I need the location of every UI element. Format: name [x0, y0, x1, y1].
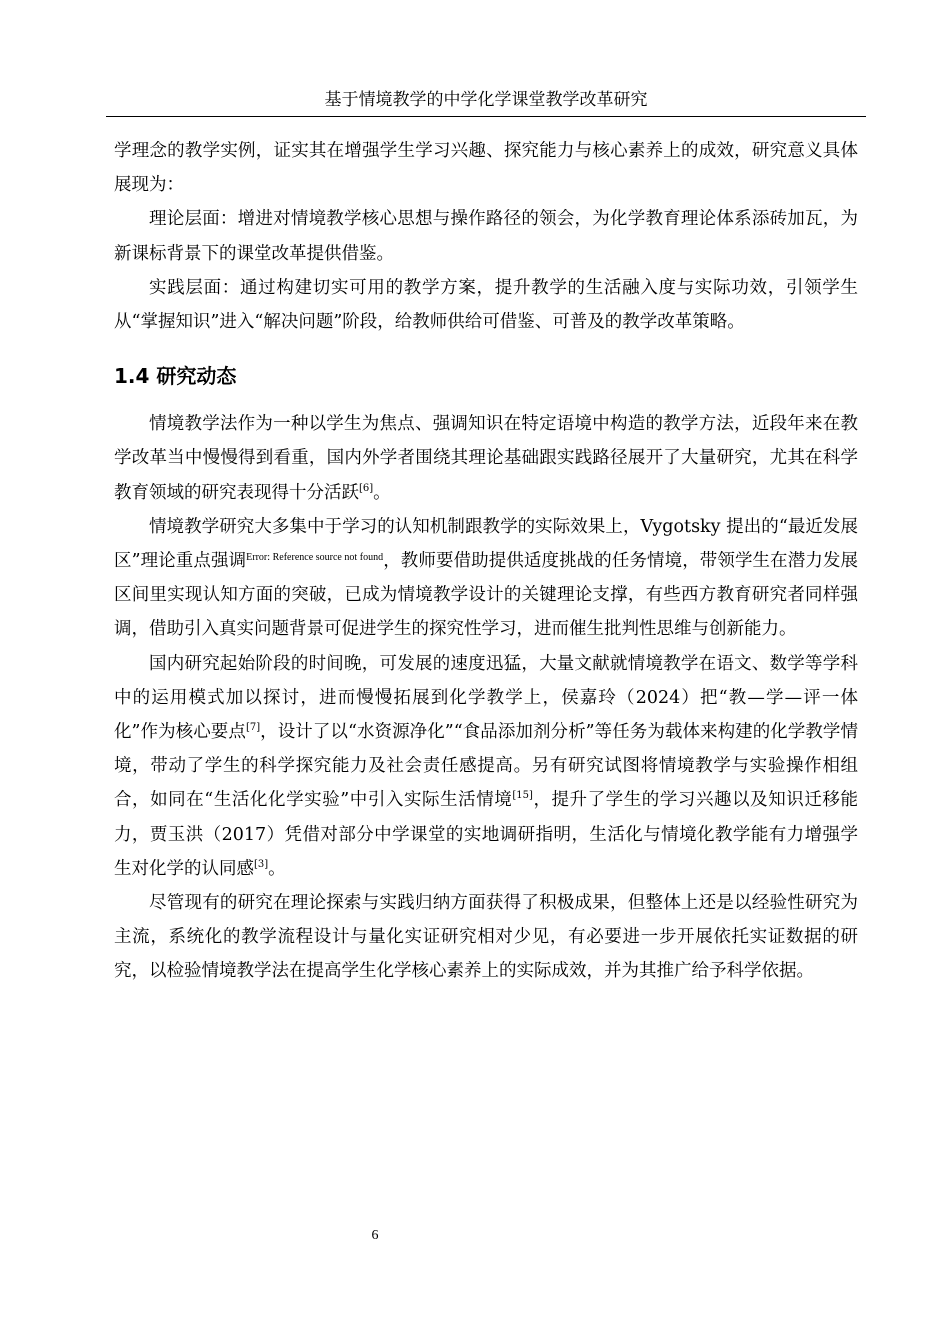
page-body	[114, 134, 858, 989]
paragraph-summary: 尽管现有的研究在理论探索与实践归纳方面获得了积极成果，但整体上还是以经验性研究为主流，系统化的教学流程设计与量化实证研究相对少见，有必要进一步开展依托实证数据的研究，以检验情境教学法在提高学生化学核心素养上的实际成效，并为其推广给予科学依据。	[114, 893, 858, 982]
paragraph-text: 情境教学法作为一种以学生为焦点、强调知识在特定语境中构造的教学方法，近段年来在教学改革当中慢慢得到看重，国内外学者围绕其理论基础跟实践路径展开了大量研究，尤其在科学教育领域的研究表现得十分活跃	[114, 414, 858, 503]
running-header	[106, 86, 866, 117]
paragraph-practice-level: 实践层面：通过构建切实可用的教学方案，提升教学的生活融入度与实际功效，引领学生从“掌握知识”进入“解决问题”阶段，给教师供给可借鉴、可普及的教学改革策略。	[114, 277, 858, 333]
reference-error-note: Error: Reference source not found	[246, 552, 384, 564]
citation-ref: [6]	[359, 482, 374, 494]
paragraph-domestic-research	[114, 647, 858, 886]
paragraph-foreign-research	[114, 510, 858, 647]
page-footer	[0, 1228, 750, 1244]
page-number: 6	[371, 1228, 379, 1243]
paragraph-text: 国内研究起始阶段的时间晚，可发展的速度迅猛，大量文献就情境教学在语文、数学等学科中的运用模式加以探讨，进而慢慢拓展到化学教学上，侯嘉玲（2024）把“教—学—评一体化”作为核心要点	[114, 653, 858, 743]
paragraph-text: ，提升了学生的学习兴趣以及知识迁移能力，贾玉洪（2017）凭借对部分中学课堂的实地调研指明，生活化与情境化教学能有力增强学生对化学的认同感	[114, 790, 858, 879]
paragraph-theory-level: 理论层面：增进对情境教学核心思想与操作路径的领会，为化学教育理论体系添砖加瓦，为新课标背景下的课堂改革提供借鉴。	[114, 209, 858, 264]
citation-ref: [7]	[245, 722, 261, 734]
paragraph-text: 情境教学研究大多集中于学习的认知机制跟教学的实际效果上，Vygotsky 提出的“最近发展区”理论重点强调	[114, 516, 858, 572]
paragraph-text: ，设计了以“水资源净化”“食品添加剂分析”等任务为载体来构建的化学教学情境，带动了学生的科学探究能力及社会责任感提高。另有研究试图将情境教学与实验操作相组合，如同在“生活化化学实验”中引入实际生活情境	[114, 722, 858, 811]
section-heading: 1.4 研究动态	[114, 364, 237, 389]
paragraph-text: 。	[373, 482, 391, 503]
paragraph-overview	[114, 407, 858, 510]
citation-ref: [15]	[512, 790, 533, 802]
paragraph-text: ，教师要借助提供适度挑战的任务情境，带领学生在潜力发展区间里实现认知方面的突破，已成为情境教学设计的关键理论支撑，有些西方教育研究者同样强调，借助引入真实问题背景可促进学生的探究性学习，进而催生批判性思维与创新能力。	[114, 551, 859, 640]
citation-ref: [3]	[254, 859, 269, 871]
paragraph-continuation: 学理念的教学实例，证实其在增强学生学习兴趣、探究能力与核心素养上的成效，研究意义具体展现为：	[114, 141, 858, 196]
paragraph-text: 。	[268, 858, 286, 879]
running-header-title: 基于情境教学的中学化学课堂教学改革研究	[324, 90, 648, 110]
